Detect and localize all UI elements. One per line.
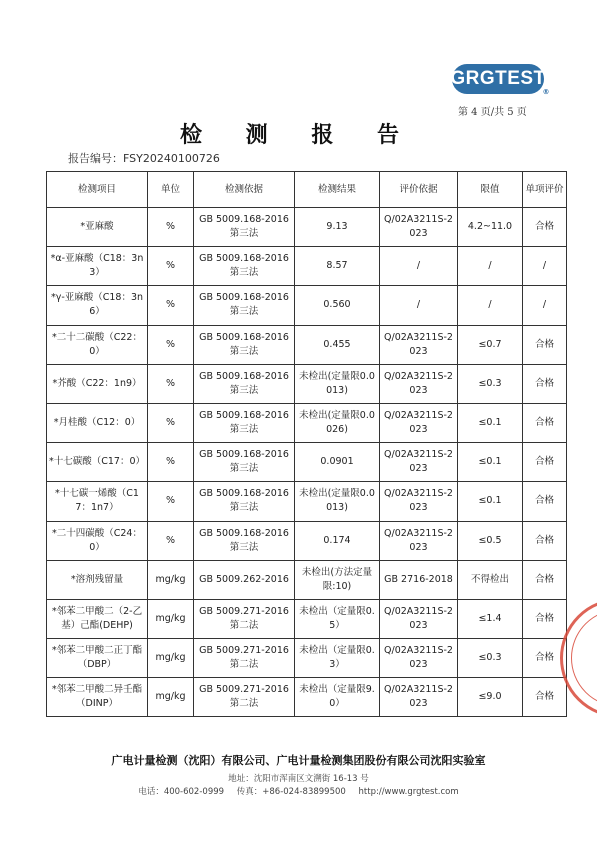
cell-limit: ≤0.1 xyxy=(458,482,523,521)
cell-method: GB 5009.168-2016 第三法 xyxy=(194,521,295,560)
grgtest-logo xyxy=(450,64,550,96)
cell-limit: 不得检出 xyxy=(458,560,523,599)
footer-website[interactable]: http://www.grgtest.com xyxy=(358,787,459,797)
cell-method: GB 5009.271-2016 第二法 xyxy=(194,678,295,717)
cell-criterion: Q/02A3211S-2023 xyxy=(380,325,458,364)
cell-criterion: / xyxy=(380,286,458,325)
cell-item: *γ-亚麻酸（C18：3n6） xyxy=(47,286,148,325)
table-row xyxy=(47,560,567,599)
cell-unit: % xyxy=(148,364,194,403)
results-table xyxy=(46,171,567,717)
cell-method: GB 5009.271-2016 第二法 xyxy=(194,599,295,638)
cell-verdict: 合格 xyxy=(523,325,567,364)
column-header-criterion: 评价依据 xyxy=(380,172,458,208)
cell-limit: ≤0.1 xyxy=(458,403,523,442)
cell-item: *月桂酸（C12：0） xyxy=(47,403,148,442)
cell-result: 0.174 xyxy=(295,521,380,560)
table-row xyxy=(47,208,567,247)
column-header-method: 检测依据 xyxy=(194,172,295,208)
cell-item: *邻苯二甲酸二异壬酯（DINP） xyxy=(47,678,148,717)
cell-method: GB 5009.168-2016 第三法 xyxy=(194,286,295,325)
table-row xyxy=(47,482,567,521)
table-row xyxy=(47,599,567,638)
cell-result: 8.57 xyxy=(295,247,380,286)
column-header-unit: 单位 xyxy=(148,172,194,208)
cell-result: 未检出（定量限9.0） xyxy=(295,678,380,717)
column-header-limit: 限值 xyxy=(458,172,523,208)
cell-criterion: GB 2716-2018 xyxy=(380,560,458,599)
cell-criterion: Q/02A3211S-2023 xyxy=(380,364,458,403)
cell-method: GB 5009.168-2016 第三法 xyxy=(194,208,295,247)
cell-unit: % xyxy=(148,443,194,482)
cell-item: *二十二碳酸（C22：0） xyxy=(47,325,148,364)
cell-method: GB 5009.271-2016 第二法 xyxy=(194,639,295,678)
cell-limit: ≤0.3 xyxy=(458,364,523,403)
report-number: 报告编号：FSY20240100726 xyxy=(68,152,220,165)
cell-item: *二十四碳酸（C24：0） xyxy=(47,521,148,560)
cell-method: GB 5009.168-2016 第三法 xyxy=(194,325,295,364)
column-header-item: 检测项目 xyxy=(47,172,148,208)
footer-fax: 传真：+86-024-83899500 xyxy=(236,787,346,797)
cell-verdict: 合格 xyxy=(523,364,567,403)
table-row xyxy=(47,247,567,286)
table-row xyxy=(47,639,567,678)
cell-method: GB 5009.168-2016 第三法 xyxy=(194,403,295,442)
table-row xyxy=(47,443,567,482)
cell-unit: % xyxy=(148,521,194,560)
cell-method: GB 5009.262-2016 xyxy=(194,560,295,599)
cell-result: 未检出（定量限0.3） xyxy=(295,639,380,678)
cell-item: *邻苯二甲酸二正丁酯（DBP） xyxy=(47,639,148,678)
cell-criterion: Q/02A3211S-2023 xyxy=(380,208,458,247)
cell-criterion: Q/02A3211S-2023 xyxy=(380,482,458,521)
table-row xyxy=(47,521,567,560)
cell-method: GB 5009.168-2016 第三法 xyxy=(194,482,295,521)
cell-result: 未检出(定量限0.0013) xyxy=(295,364,380,403)
cell-result: 0.0901 xyxy=(295,443,380,482)
cell-verdict: 合格 xyxy=(523,599,567,638)
cell-result: 0.455 xyxy=(295,325,380,364)
footer-address: 地址：沈阳市浑南区文溯街 16-13 号 xyxy=(228,774,369,784)
cell-item: *亚麻酸 xyxy=(47,208,148,247)
cell-unit: % xyxy=(148,208,194,247)
cell-unit: mg/kg xyxy=(148,599,194,638)
registered-mark: ® xyxy=(542,88,550,96)
cell-limit: / xyxy=(458,247,523,286)
cell-result: 未检出(定量限0.0026) xyxy=(295,403,380,442)
cell-item: *溶剂残留量 xyxy=(47,560,148,599)
cell-unit: % xyxy=(148,482,194,521)
table-body xyxy=(47,208,567,717)
cell-limit: ≤0.7 xyxy=(458,325,523,364)
footer-contact xyxy=(0,785,597,797)
cell-verdict: 合格 xyxy=(523,678,567,717)
cell-item: *十七碳一烯酸（C17：1n7） xyxy=(47,482,148,521)
cell-result: 9.13 xyxy=(295,208,380,247)
logo-text: GRGTEST xyxy=(450,68,546,89)
cell-criterion: Q/02A3211S-2023 xyxy=(380,443,458,482)
cell-method: GB 5009.168-2016 第三法 xyxy=(194,443,295,482)
cell-unit: % xyxy=(148,247,194,286)
cell-item: *α-亚麻酸（C18：3n3） xyxy=(47,247,148,286)
cell-criterion: Q/02A3211S-2023 xyxy=(380,403,458,442)
cell-method: GB 5009.168-2016 第三法 xyxy=(194,247,295,286)
cell-verdict: 合格 xyxy=(523,560,567,599)
cell-limit: ≤0.5 xyxy=(458,521,523,560)
table-row xyxy=(47,364,567,403)
cell-criterion: Q/02A3211S-2023 xyxy=(380,678,458,717)
cell-method: GB 5009.168-2016 第三法 xyxy=(194,364,295,403)
cell-unit: mg/kg xyxy=(148,560,194,599)
table-row xyxy=(47,286,567,325)
cell-verdict: 合格 xyxy=(523,403,567,442)
cell-verdict: / xyxy=(523,247,567,286)
page-indicator: 第 4 页/共 5 页 xyxy=(458,107,527,118)
cell-criterion: Q/02A3211S-2023 xyxy=(380,639,458,678)
cell-criterion: Q/02A3211S-2023 xyxy=(380,521,458,560)
column-header-result: 检测结果 xyxy=(295,172,380,208)
table-row xyxy=(47,325,567,364)
cell-limit: ≤1.4 xyxy=(458,599,523,638)
column-header-verdict: 单项评价 xyxy=(523,172,567,208)
table-header-row xyxy=(47,172,567,208)
cell-item: *芥酸（C22：1n9） xyxy=(47,364,148,403)
cell-item: *邻苯二甲酸二（2-乙基）己酯(DEHP) xyxy=(47,599,148,638)
cell-verdict: 合格 xyxy=(523,482,567,521)
footer-organization: 广电计量检测（沈阳）有限公司、广电计量检测集团股份有限公司沈阳实验室 xyxy=(111,754,486,767)
cell-verdict: 合格 xyxy=(523,521,567,560)
cell-item: *十七碳酸（C17：0） xyxy=(47,443,148,482)
cell-limit: ≤9.0 xyxy=(458,678,523,717)
cell-unit: mg/kg xyxy=(148,639,194,678)
cell-result: 未检出(方法定量限:10) xyxy=(295,560,380,599)
cell-limit: ≤0.3 xyxy=(458,639,523,678)
cell-verdict: / xyxy=(523,286,567,325)
cell-result: 未检出(定量限0.0013) xyxy=(295,482,380,521)
cell-verdict: 合格 xyxy=(523,639,567,678)
cell-unit: % xyxy=(148,325,194,364)
cell-unit: mg/kg xyxy=(148,678,194,717)
cell-verdict: 合格 xyxy=(523,443,567,482)
cell-limit: / xyxy=(458,286,523,325)
cell-limit: ≤0.1 xyxy=(458,443,523,482)
cell-unit: % xyxy=(148,286,194,325)
cell-verdict: 合格 xyxy=(523,208,567,247)
cell-result: 0.560 xyxy=(295,286,380,325)
table-row xyxy=(47,678,567,717)
table-row xyxy=(47,403,567,442)
cell-limit: 4.2~11.0 xyxy=(458,208,523,247)
cell-criterion: Q/02A3211S-2023 xyxy=(380,599,458,638)
footer-phone: 电话：400-602-0999 xyxy=(138,787,225,797)
cell-result: 未检出（定量限0.5） xyxy=(295,599,380,638)
page-title: 检 测 报 告 xyxy=(180,122,417,148)
cell-unit: % xyxy=(148,403,194,442)
cell-criterion: / xyxy=(380,247,458,286)
